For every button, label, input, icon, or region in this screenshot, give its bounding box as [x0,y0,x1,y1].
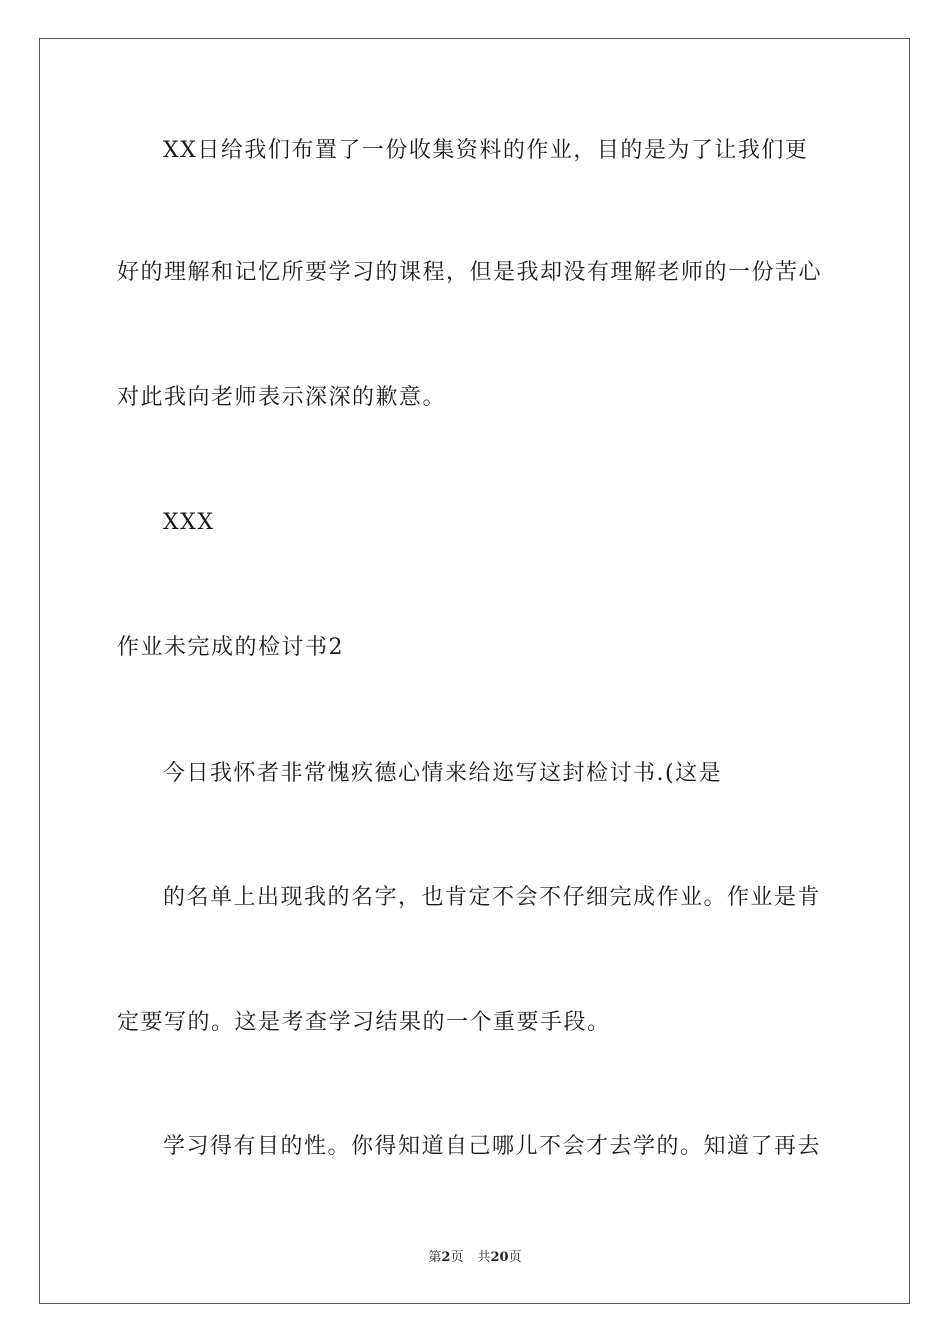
body-line-6: 定要写的。这是考查学习结果的一个重要手段。 [117,1010,611,1035]
total-suffix: 页 [508,1250,522,1265]
page-frame [39,38,910,1304]
page-prefix: 第 [428,1250,442,1265]
page-number: 2 [441,1250,451,1265]
body-line-5: 的名单上出现我的名字，也肯定不会不仔细完成作业。作业是肯 [163,885,822,910]
body-line-3: 对此我向老师表示深深的歉意。 [117,385,447,410]
total-prefix: 共 [477,1250,491,1265]
total-pages: 20 [490,1250,509,1265]
body-line-1: XX日给我们布置了一份收集资料的作业，目的是为了让我们更 [163,138,809,163]
page-suffix: 页 [450,1250,464,1265]
body-line-7: 学习得有目的性。你得知道自己哪儿不会才去学的。知道了再去 [163,1134,822,1159]
signature-line: XXX [163,510,215,535]
body-line-2: 好的理解和记忆所要学习的课程，但是我却没有理解老师的一份苦心 [117,260,823,285]
page-footer [0,1246,950,1265]
section-heading: 作业未完成的检讨书2 [117,635,344,660]
body-line-4: 今日我怀者非常愧疚德心情来给迩写这封检讨书.(这是 [163,761,723,786]
